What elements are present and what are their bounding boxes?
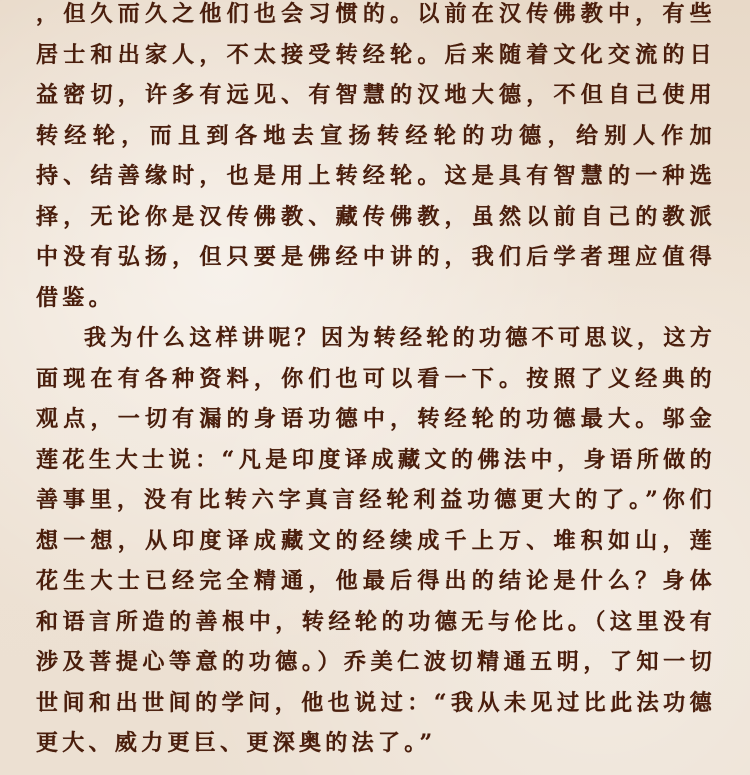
paragraph-2: 我为什么这样讲呢？因为转经轮的功德不可思议，这方面现在有各种资料，你们也可以看一下。按照了义经典的观点，一切有漏的身语功德中，转经轮的功德最大。邬金莲花生大士说：“凡是印度译成藏文的佛法中，身语所做的善事里，没有比转六字真言经轮利益功德更大的了。”你们想一想，从印度译成藏文的经续成千上万、堆积如山，莲花生大士已经完全精通，他最后得出的结论是什么？身体和语言所造的善根中，转经轮的功德无与伦比。（这里没有涉及菩提心等意的功德。）乔美仁波切精通五明，了知一切世间和出世间的学问，他也说过：“我从未见过比此法功德更大、威力更巨、更深奥的法了。” xyxy=(36,325,716,756)
body-text xyxy=(36,0,716,764)
paragraph-1: ，但久而久之他们也会习惯的。以前在汉传佛教中，有些居士和出家人，不太接受转经轮。后来随着文化交流的日益密切，许多有远见、有智慧的汉地大德，不但自己使用转经轮，而且到各地去宣扬转经轮的功德，给别人作加持、结善缘时，也是用上转经轮。这是具有智慧的一种选择，无论你是汉传佛教、藏传佛教，虽然以前自己的教派中没有弘扬，但只要是佛经中讲的，我们后学者理应值得借鉴。 xyxy=(36,1,716,311)
